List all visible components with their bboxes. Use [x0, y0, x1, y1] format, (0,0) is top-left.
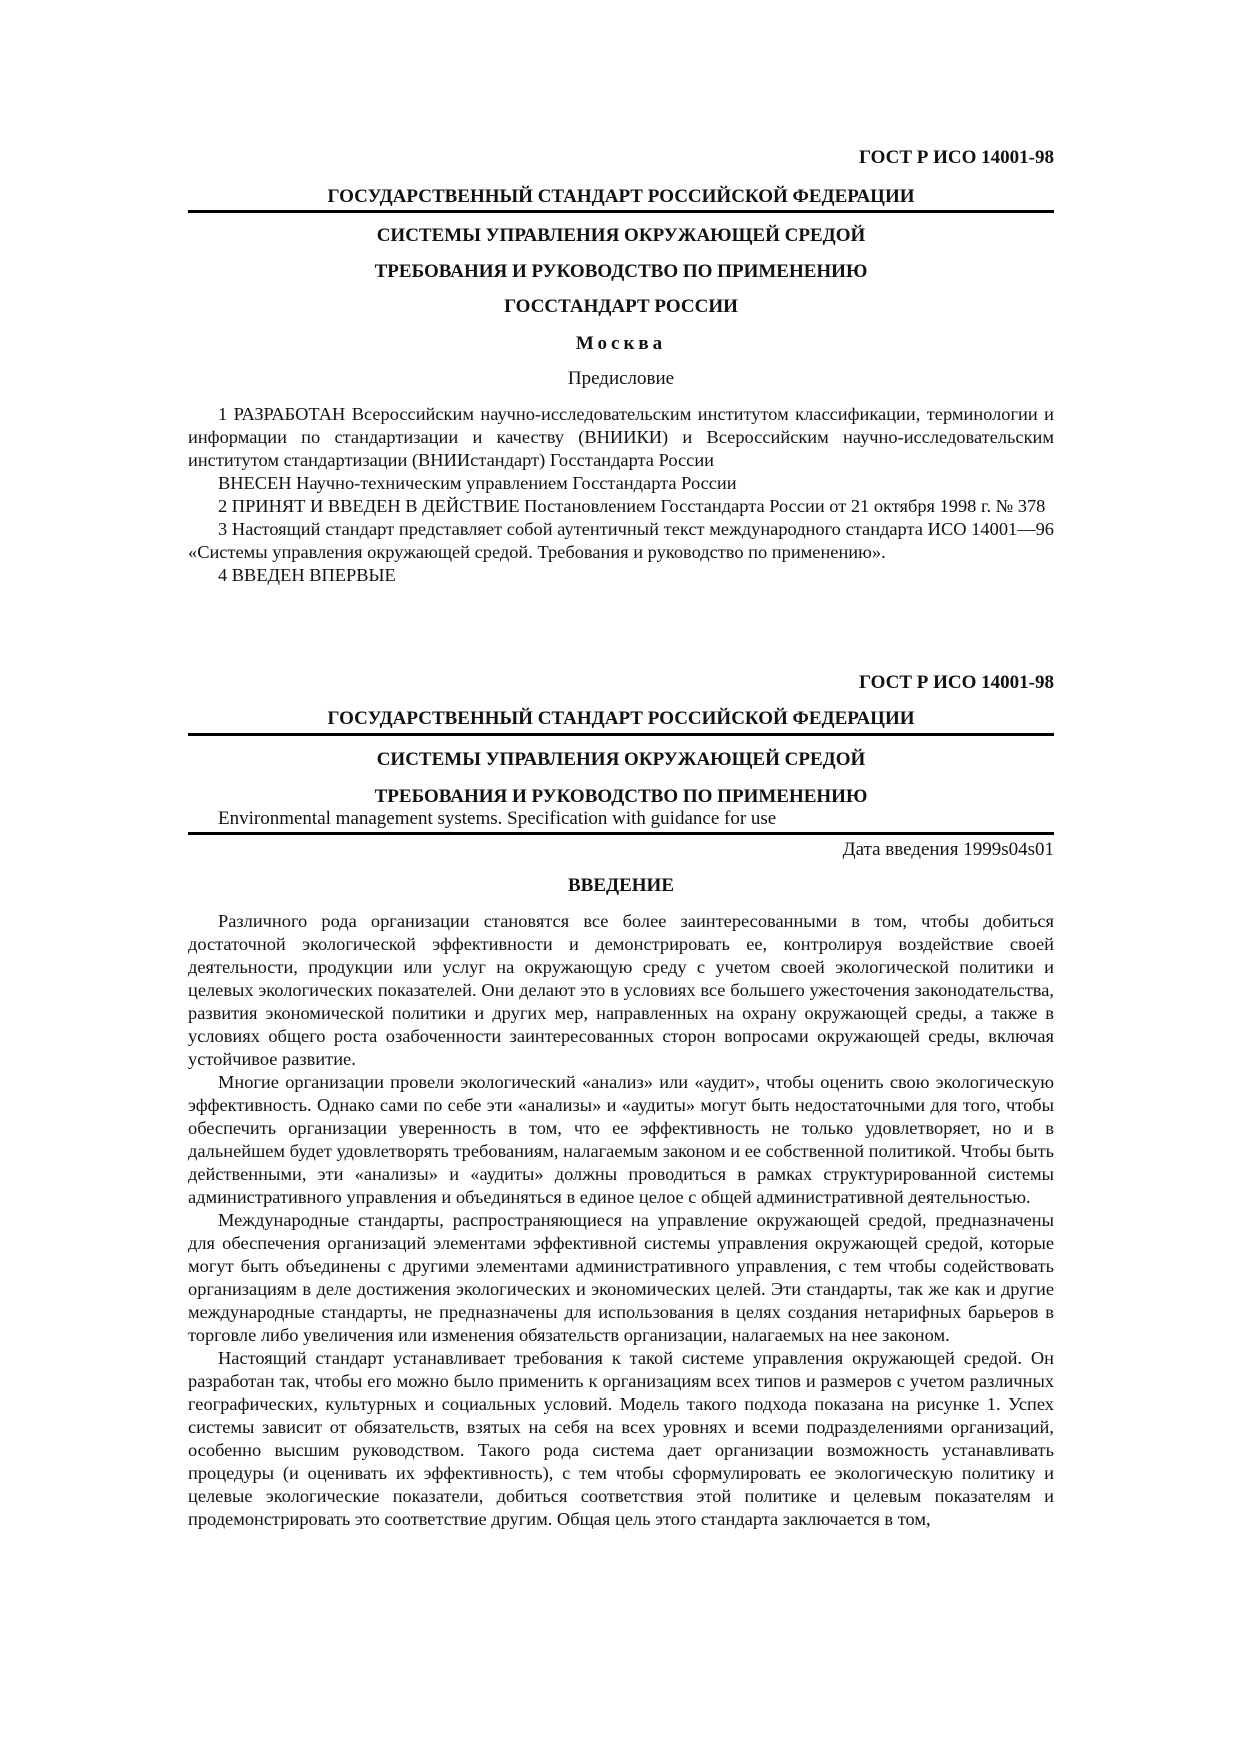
title-line-1: СИСТЕМЫ УПРАВЛЕНИЯ ОКРУЖАЮЩЕЙ СРЕДОЙ: [376, 225, 866, 246]
english-title: Environmental management systems. Specification with guidance for use: [218, 808, 777, 829]
horizontal-rule: [188, 733, 1054, 736]
foreword-paragraph: 1 РАЗРАБОТАН Всероссийским научно-исследовательским институтом классификации, терминологии и информации по стандартизации и качеству (ВНИИКИ) и Всероссийским научно-исследовательским институтом стандартизации (ВНИИстандарт) Госстандарта России: [188, 404, 1054, 470]
foreword-paragraph: 4 ВВЕДЕН ВПЕРВЫЕ: [218, 565, 396, 585]
organization-heading: ГОСУДАРСТВЕННЫЙ СТАНДАРТ РОССИЙСКОЙ ФЕДЕРАЦИИ: [327, 708, 915, 729]
title-line-2: ТРЕБОВАНИЯ И РУКОВОДСТВО ПО ПРИМЕНЕНИЮ: [374, 261, 868, 282]
organization-heading: ГОСУДАРСТВЕННЫЙ СТАНДАРТ РОССИЙСКОЙ ФЕДЕРАЦИИ: [327, 186, 915, 207]
foreword-paragraph: 3 Настоящий стандарт представляет собой аутентичный текст международного стандарта ИСО 14001—96 «Системы управления окружающей средой. Требования и руководство по применению».: [188, 519, 1054, 562]
publisher: ГОССТАНДАРТ РОССИИ: [504, 296, 738, 317]
intro-block: [188, 910, 1054, 1531]
intro-heading: ВВЕДЕНИЕ: [568, 875, 674, 896]
intro-paragraph: Международные стандарты, распространяющиеся на управление окружающей средой, предназначены для обеспечения организаций элементами эффективной системы управления окружающей средой, которые могут быть объединены с другими элементами административного управления, с тем чтобы содействовать организациям в деле достижения экологических и экономических целей. Эти стандарты, так же как и другие международные стандарты, не предназначены для использования в целях создания нетарифных барьеров в торговле либо увеличения или изменения обязательств организации, налагаемых на нее законом.: [188, 1210, 1054, 1345]
foreword-heading: Предисловие: [567, 368, 675, 389]
effective-date: Дата введения 1999s04s01: [842, 839, 1054, 860]
foreword-paragraph: 2 ПРИНЯТ И ВВЕДЕН В ДЕЙСТВИЕ Постановлением Госстандарта России от 21 октября 1998 г. № 378: [218, 496, 1046, 516]
intro-paragraph: Многие организации провели экологический «анализ» или «аудит», чтобы оценить свою экологическую эффективность. Однако сами по себе эти «анализы» и «аудиты» могут быть недостаточными для того, чтобы обеспечить организации уверенность в том, что ее эффективность не только удовлетворяет, но и в дальнейшем будет удовлетворять требованиям, налагаемым законом и ее собственной политикой. Чтобы быть действенными, эти «анализы» и «аудиты» должны проводиться в рамках структурированной системы административного управления и объединяться в единое целое с общей административной деятельностью.: [188, 1072, 1054, 1207]
horizontal-rule: [188, 210, 1054, 213]
standard-code: ГОСТ Р ИСО 14001-98: [859, 672, 1054, 693]
standard-code: ГОСТ Р ИСО 14001-98: [859, 147, 1054, 168]
foreword-paragraph: ВНЕСЕН Научно-техническим управлением Госстандарта России: [218, 473, 737, 493]
horizontal-rule: [188, 832, 1054, 835]
intro-paragraph: Различного рода организации становятся все более заинтересованными в том, чтобы добиться достаточной экологической эффективности и демонстрировать ее, контролируя воздействие своей деятельности, продукции или услуг на окружающую среду с учетом своей экологической политики и целевых экологических показателей. Они делают это в условиях все большего ужесточения законодательства, развития экономической политики и других мер, направленных на охрану окружающей среды, а также в условиях общего роста озабоченности заинтересованных сторон вопросами окружающей среды, включая устойчивое развитие.: [188, 911, 1054, 1069]
intro-paragraph: Настоящий стандарт устанавливает требования к такой системе управления окружающей средой. Он разработан так, чтобы его можно было применить к организациям всех типов и размеров с учетом различных географических, культурных и социальных условий. Модель такого подхода показана на рисунке 1. Успех системы зависит от обязательств, взятых на себя на всех уровнях и всеми подразделениями организаций, особенно высшим руководством. Такого рода система дает организации возможность устанавливать процедуры (и оценивать их эффективность), с тем чтобы сформулировать ее экологическую политику и целевые экологические показатели, добиться соответствия этой политике и целевым показателям и продемонстрировать это соответствие другим. Общая цель этого стандарта заключается в том,: [188, 1348, 1054, 1529]
foreword-block: [188, 403, 1054, 587]
title-line-2: ТРЕБОВАНИЯ И РУКОВОДСТВО ПО ПРИМЕНЕНИЮ: [374, 786, 868, 807]
title-line-1: СИСТЕМЫ УПРАВЛЕНИЯ ОКРУЖАЮЩЕЙ СРЕДОЙ: [376, 749, 866, 770]
city: Москва: [575, 333, 667, 354]
